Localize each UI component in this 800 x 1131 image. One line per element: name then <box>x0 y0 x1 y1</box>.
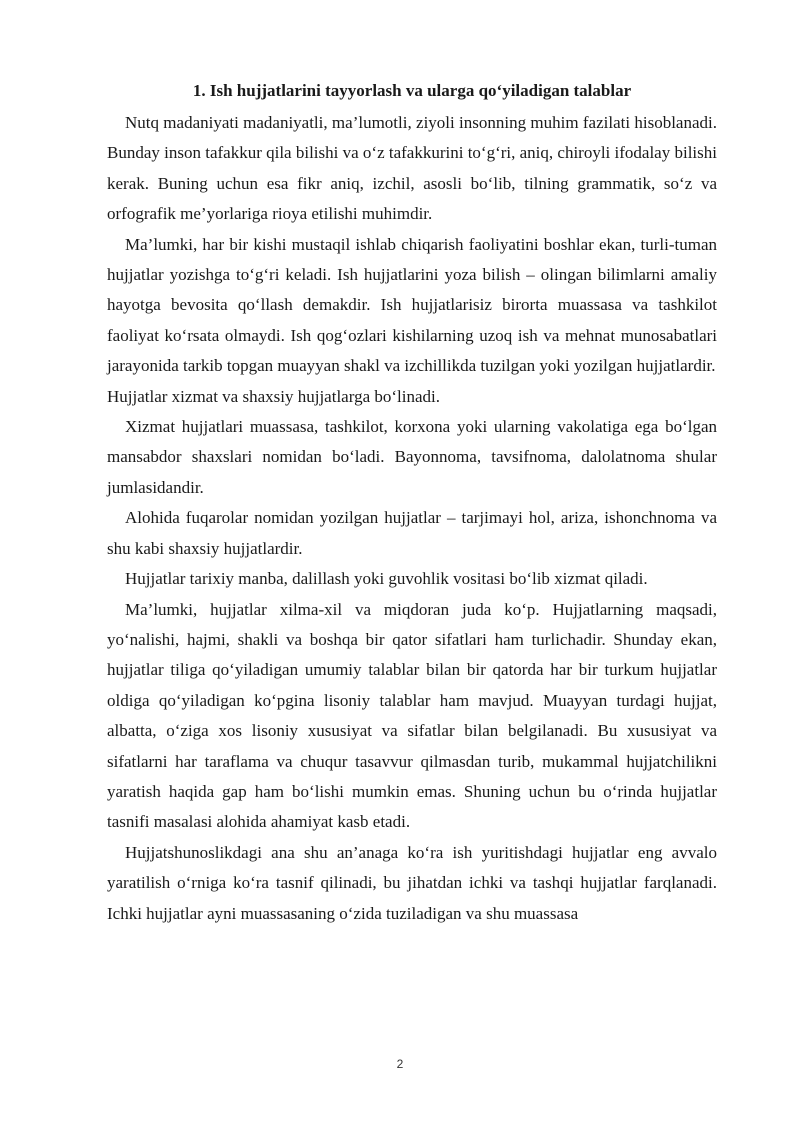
document-page <box>107 79 717 929</box>
paragraph-7: Ma’lumki, hujjatlar xilma-xil va miqdoran juda ko‘p. Hujjatlarning maqsadi, yo‘nalishi, hajmi, shakli va boshqa bir qator sifatlari ham turlichadir. Shunday ekan, hujjatlar tiliga qo‘yiladigan umumiy talablar bilan bir qatorda har bir turkum hujjatlar oldiga qo‘yiladigan ko‘pgina lisoniy talablar ham mavjud. Muayyan turdagi hujjat, albatta, o‘ziga xos lisoniy xususiyat va sifatlar bilan belgilanadi. Bu xususiyat va sifatlarni har taraflama va chuqur tasavvur qilmasdan turib, mukammal hujjatchilikni yaratish haqida gap ham bo‘lishi mumkin emas. Shuning uchun bu o‘rinda hujjatlar tasnifi masalasi alohida ahamiyat kasb etadi. <box>107 599 717 832</box>
section-title: 1. Ish hujjatlarini tayyorlash va ularga qo‘yiladigan talablar <box>192 81 632 100</box>
paragraph-4: Xizmat hujjatlari muassasa, tashkilot, korxona yoki ularning vakolatiga ega bo‘lgan mansabdor shaxslari nomidan bo‘ladi. Bayonnoma, tavsifnoma, dalolatnoma shular jumlasidandir. <box>107 417 717 497</box>
paragraph-6: Hujjatlar tarixiy manba, dalillash yoki guvohlik vositasi bo‘lib xizmat qiladi. <box>125 569 648 589</box>
paragraph-3: Hujjatlar xizmat va shaxsiy hujjatlarga bo‘linadi. <box>107 386 440 406</box>
paragraph-5: Alohida fuqarolar nomidan yozilgan hujjatlar – tarjimayi hol, ariza, ishonchnoma va shu kabi shaxsiy hujjatlardir. <box>107 508 717 558</box>
paragraph-1: Nutq madaniyati madaniyatli, ma’lumotli, ziyoli insonning muhim fazilati hisoblanadi. Bunday inson tafakkur qila bilishi va o‘z tafakkurini to‘g‘ri, aniq, chiroyli ifodalay bilishi kerak. Buning uchun esa fikr aniq, izchil, asosli bo‘lib, tilning grammatik, so‘z va orfografik me’yorlariga rioya etilishi muhimdir. <box>107 113 717 224</box>
paragraph-2: Ma’lumki, har bir kishi mustaqil ishlab chiqarish faoliyatini boshlar ekan, turli-tuman hujjatlar yozishga to‘g‘ri keladi. Ish hujjatlarini yoza bilish – olingan bilimlarni amaliy hayotga bevosita qo‘llash demakdir. Ish hujjatlarisiz birorta muassasa va tashkilot faoliyat ko‘rsata olmaydi. Ish qog‘ozlari kishilarning uzoq ish va mehnat munosabatlari jarayonida tarkib topgan muayyan shakl va izchillikda tuzilgan yoki yozilgan hujjatlardir. <box>107 234 717 376</box>
paragraph-8: Hujjatshunoslikdagi ana shu an’anaga ko‘ra ish yuritishdagi hujjatlar eng avvalo yaratilish o‘rniga ko‘ra tasnif qilinadi, bu jihatdan ichki va tashqi hujjatlar farqlanadi. Ichki hujjatlar ayni muassasaning o‘zida tuziladigan va shu muassasa <box>107 842 717 923</box>
page-number: 2 <box>396 1057 404 1071</box>
